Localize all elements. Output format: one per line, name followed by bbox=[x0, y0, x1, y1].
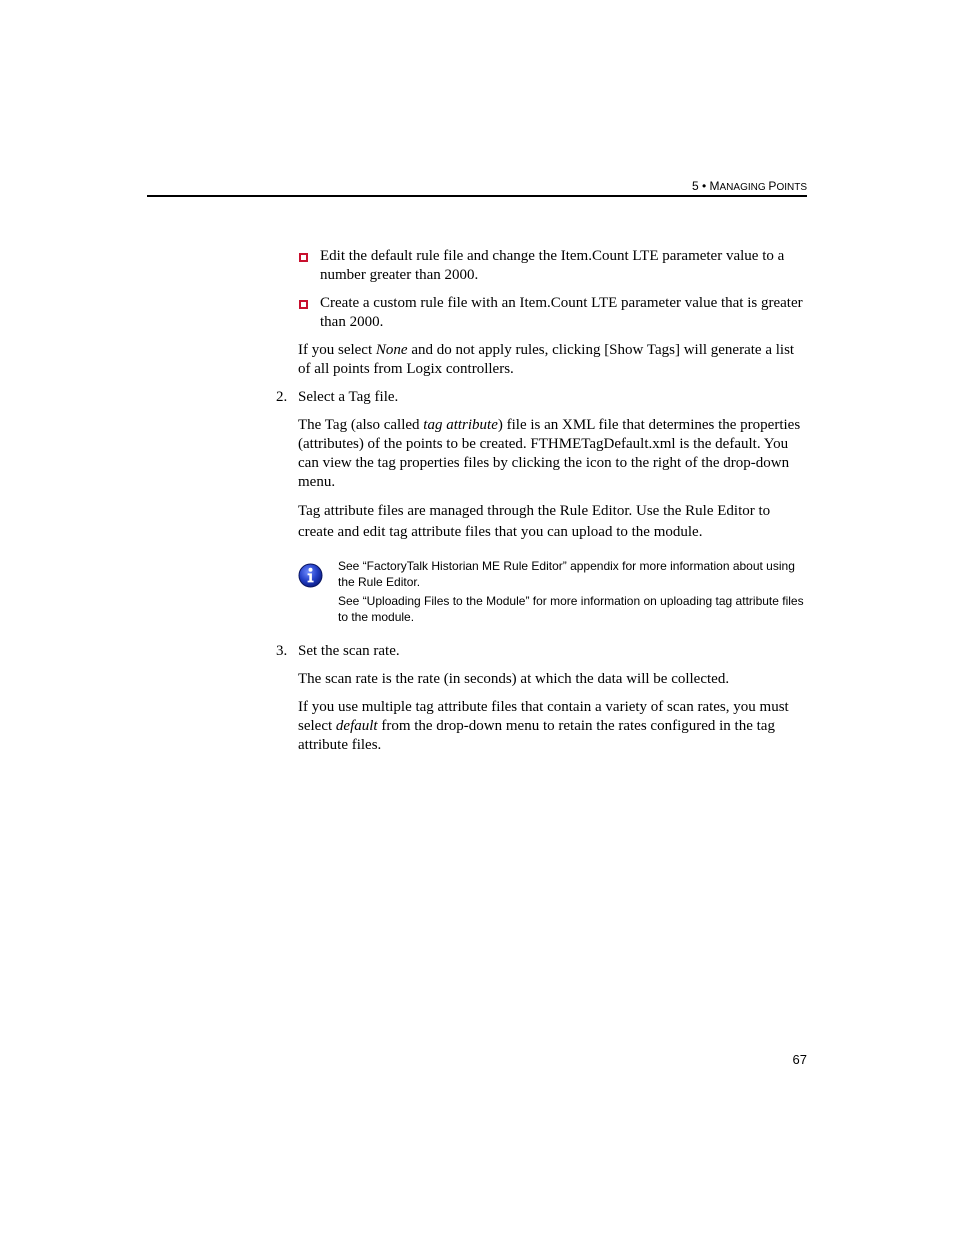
page-number: 67 bbox=[792, 1052, 807, 1067]
note-text: See “FactoryTalk Historian ME Rule Editor” appendix for more information about using the Rule Editor. bbox=[338, 559, 795, 589]
header-chapter-prefix: 5 • bbox=[691, 179, 710, 193]
page-content bbox=[276, 247, 807, 764]
info-icon bbox=[298, 563, 323, 588]
paragraph-text: If you select bbox=[298, 342, 376, 358]
step-text: Set the scan rate. bbox=[298, 643, 400, 659]
paragraph-emphasis: None bbox=[375, 342, 408, 358]
paragraph-none-rules bbox=[276, 341, 807, 379]
bullet-item bbox=[276, 294, 807, 332]
note-text: See “Uploading Files to the Module” for more information on uploading tag attribute files to the module. bbox=[338, 594, 804, 624]
info-note bbox=[298, 558, 807, 625]
header-letter-p: P bbox=[768, 179, 777, 193]
paragraph-text: If you use multiple tag attribute files that contain a variety of scan rates, you must select bbox=[298, 699, 789, 734]
bullet-square-icon bbox=[299, 300, 308, 309]
header-rest-points: OINTS bbox=[776, 182, 807, 193]
step-text: Select a Tag file. bbox=[298, 389, 399, 405]
step-item bbox=[276, 642, 807, 661]
paragraph-emphasis: tag attribute bbox=[423, 417, 498, 433]
step-number: 2. bbox=[276, 389, 288, 405]
paragraph-text: from the drop-down menu to retain the rates configured in the tag attribute files. bbox=[298, 718, 775, 753]
running-header bbox=[692, 179, 807, 195]
header-rule bbox=[147, 195, 807, 197]
bullet-square-icon bbox=[299, 253, 308, 262]
paragraph-emphasis: default bbox=[335, 718, 378, 734]
paragraph-scan-rate: The scan rate is the rate (in seconds) at which the data will be collected. bbox=[298, 671, 730, 687]
step-item bbox=[276, 388, 807, 407]
bullet-item bbox=[276, 247, 807, 285]
header-rest-managing: ANAGING bbox=[719, 182, 769, 193]
header-letter-m: M bbox=[709, 179, 720, 193]
step-number: 3. bbox=[276, 643, 288, 659]
paragraph-text: The Tag (also called bbox=[298, 417, 424, 433]
paragraph-tag-file bbox=[276, 416, 807, 492]
paragraph-default bbox=[276, 698, 807, 755]
bullet-text: Edit the default rule file and change the Item.Count LTE parameter value to a number greater than 2000. bbox=[320, 248, 785, 283]
bullet-text: Create a custom rule file with an Item.Count LTE parameter value that is greater than 2000. bbox=[320, 295, 803, 330]
paragraph-text: ) file is an XML file that determines the properties (attributes) of the points to be created. FTHMETagDefault.xml is the default. You can view the tag properties files by clicking the icon to the right of the drop-down menu. bbox=[298, 417, 801, 490]
paragraph-text: and do not apply rules, clicking [Show Tags] will generate a list of all points from Logix controllers. bbox=[298, 342, 795, 377]
paragraph-rule-editor: Tag attribute files are managed through the Rule Editor. Use the Rule Editor to create and edit tag attribute files that you can upload to the module. bbox=[298, 503, 771, 540]
